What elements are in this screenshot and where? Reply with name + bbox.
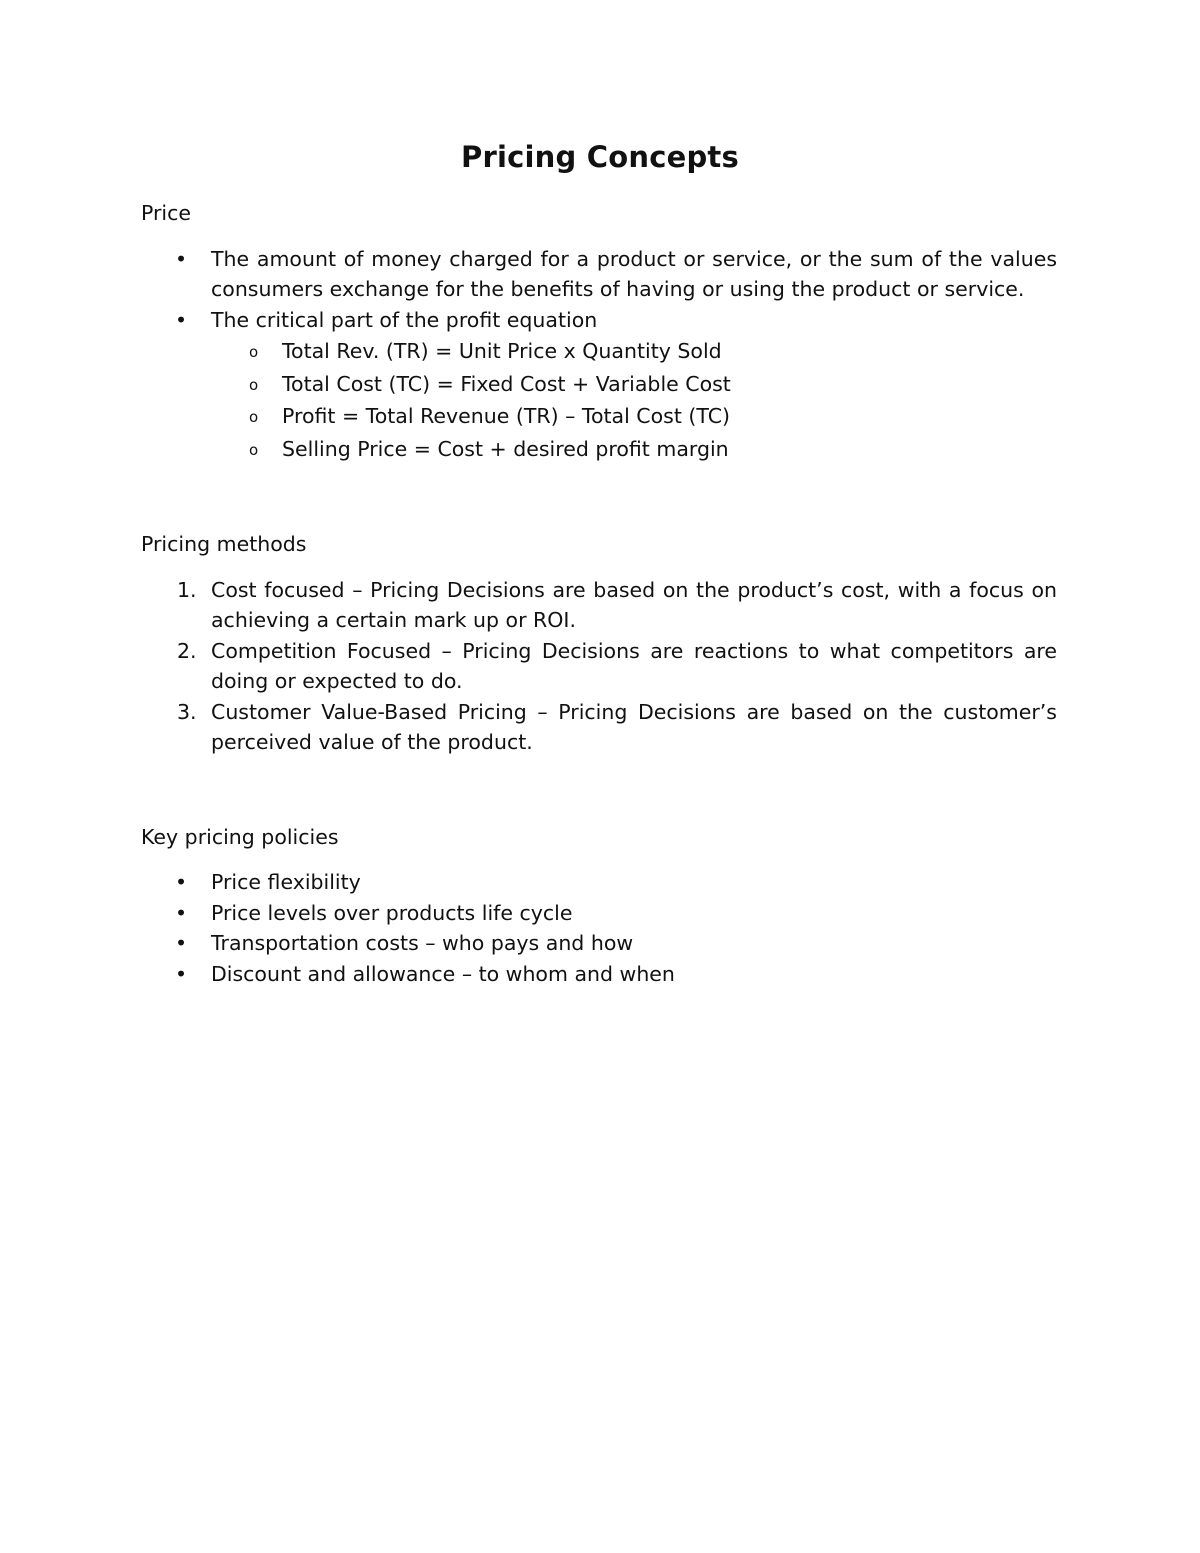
section-key-pricing-policies — [141, 822, 1057, 990]
sub-list-item — [141, 400, 1057, 433]
list-number: 1. — [177, 577, 197, 602]
list-item-text: Price levels over products life cycle — [211, 900, 573, 925]
bullet-icon: • — [175, 307, 188, 332]
list-item-text: Transportation costs – who pays and how — [211, 931, 634, 955]
sub-list-item — [141, 368, 1057, 401]
numbered-list-item — [141, 636, 1057, 697]
bullet-icon: • — [175, 961, 188, 986]
list-item-text: Discount and allowance – to whom and when — [211, 961, 675, 986]
numbered-list-item — [141, 575, 1057, 636]
section-price — [141, 198, 1057, 465]
circle-bullet-icon: o — [249, 375, 259, 394]
list-item-text: Price flexibility — [211, 870, 361, 894]
sub-list-item-text: Profit = Total Revenue (TR) – Total Cost (TC) — [282, 404, 731, 428]
list-item — [141, 244, 1057, 305]
circle-bullet-icon: o — [249, 408, 259, 426]
sub-list-item-text: Total Rev. (TR) = Unit Price x Quantity Sold — [282, 339, 722, 363]
sub-list-item — [141, 433, 1057, 466]
bullet-icon: • — [175, 870, 188, 894]
list-number: 3. — [177, 699, 197, 724]
list-number: 2. — [177, 638, 197, 663]
list-item — [141, 867, 1057, 898]
bullet-icon: • — [175, 900, 188, 925]
list-item — [141, 928, 1057, 959]
list-item — [141, 305, 1057, 336]
list-item — [141, 898, 1057, 929]
section-heading-price: Price — [141, 201, 192, 225]
list-item-text: Cost focused – Pricing Decisions are based on the product’s cost, with a focus on achieving a certain mark up or ROI. — [211, 577, 1057, 632]
bullet-icon: • — [175, 246, 188, 271]
bullet-icon: • — [175, 931, 188, 955]
list-item-text: Competition Focused – Pricing Decisions are reactions to what competitors are doing or expected to do. — [211, 638, 1057, 693]
section-pricing-methods — [141, 529, 1057, 758]
section-heading-key-pricing-policies: Key pricing policies — [141, 824, 339, 849]
sub-list-item-text: Total Cost (TC) = Fixed Cost + Variable Cost — [282, 371, 731, 396]
list-item-text: The amount of money charged for a product or service, or the sum of the values consumers exchange for the benefits of having or using the product or service. — [211, 246, 1057, 301]
page-title: Pricing Concepts — [461, 140, 739, 174]
sub-list-item-text: Selling Price = Cost + desired profit margin — [282, 436, 729, 461]
list-item — [141, 959, 1057, 990]
list-item-text: Customer Value-Based Pricing – Pricing Decisions are based on the customer’s perceived value of the product. — [211, 699, 1057, 754]
sub-list-item — [141, 335, 1057, 368]
document-body — [141, 198, 1057, 989]
circle-bullet-icon: o — [249, 440, 259, 459]
numbered-list-item — [141, 697, 1057, 758]
circle-bullet-icon: o — [249, 343, 259, 361]
section-heading-pricing-methods: Pricing methods — [141, 532, 307, 556]
list-item-text: The critical part of the profit equation — [211, 307, 598, 332]
